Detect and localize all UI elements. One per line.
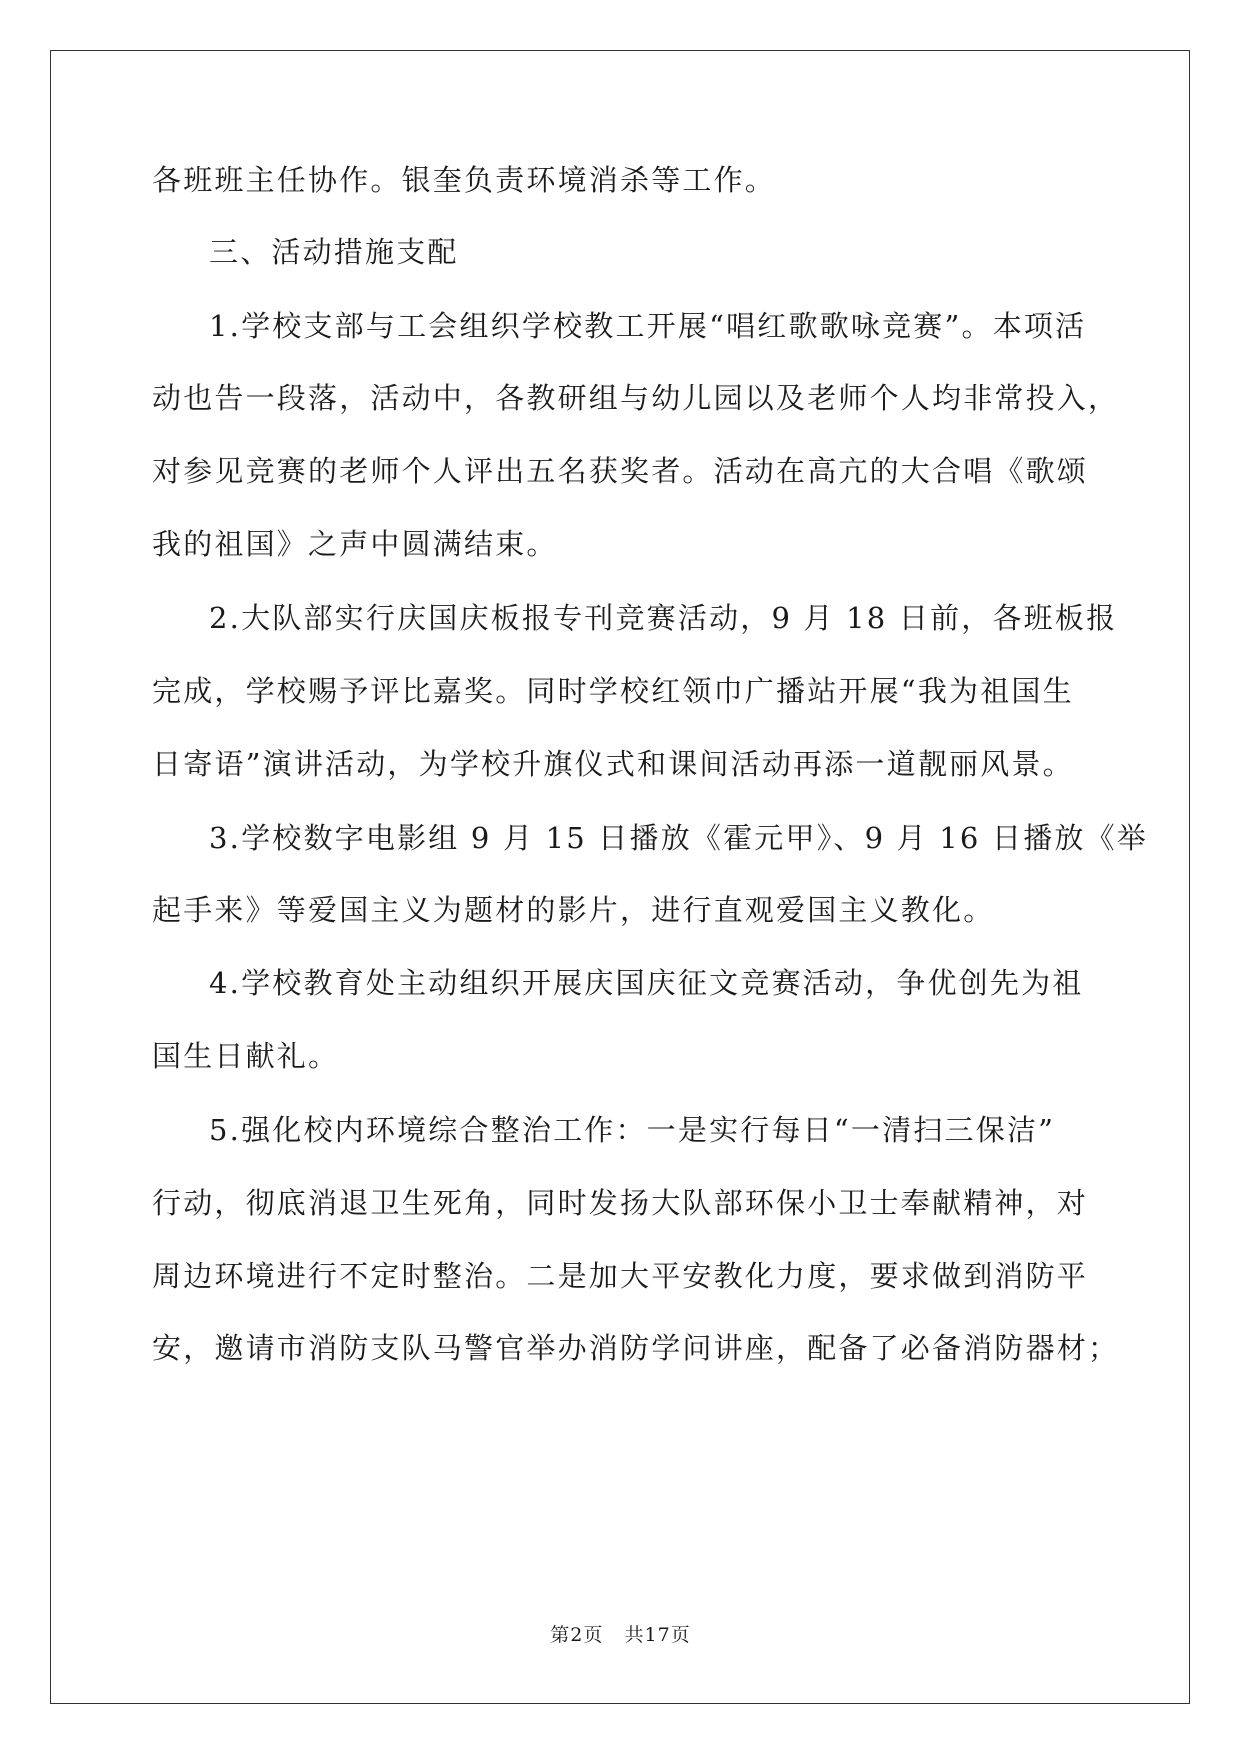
page-total: 共17页 <box>624 1624 691 1646</box>
paragraph-3-line: 起手来》等爱国主义为题材的影片，进行直观爱国主义教化。 <box>152 893 995 927</box>
text-line: 各班班主任协作。银奎负责环境消杀等工作。 <box>152 163 777 197</box>
paragraph-4-line: 4.学校教育处主动组织开展庆国庆征文竞赛活动，争优创先为祖 <box>209 966 1084 1000</box>
page-footer <box>0 1620 1241 1647</box>
paragraph-1-line: 动也告一段落，活动中，各教研组与幼儿园以及老师个人均非常投入， <box>152 381 1120 415</box>
section-heading: 三、活动措施支配 <box>209 235 459 269</box>
page-border <box>50 50 1190 1704</box>
paragraph-5-line: 行动，彻底消退卫生死角，同时发扬大队部环保小卫士奉献精神，对 <box>152 1186 1089 1220</box>
paragraph-5-line: 5.强化校内环境综合整治工作：一是实行每日“一清扫三保洁” <box>209 1113 1056 1147</box>
paragraph-2-line: 日寄语”演讲活动，为学校升旗仪式和课间活动再添一道靓丽风景。 <box>152 747 1074 781</box>
paragraph-2-line: 2.大队部实行庆国庆板报专刊竞赛活动，9 月 18 日前，各班板报 <box>209 601 1118 635</box>
paragraph-1-line: 对参见竞赛的老师个人评出五名获奖者。活动在高亢的大合唱《歌颂 <box>152 454 1089 488</box>
paragraph-3-line: 3.学校数字电影组 9 月 15 日播放《霍元甲》、9 月 16 日播放《举 <box>209 821 1149 855</box>
paragraph-2-line: 完成，学校赐予评比嘉奖。同时学校红领巾广播站开展“我为祖国生 <box>152 674 1074 708</box>
paragraph-1-line: 1.学校支部与工会组织学校教工开展“唱红歌歌咏竞赛”。本项活 <box>209 309 1087 343</box>
paragraph-1-line: 我的祖国》之声中圆满结束。 <box>152 527 558 561</box>
paragraph-4-line: 国生日献礼。 <box>152 1039 340 1073</box>
paragraph-5-line: 周边环境进行不定时整治。二是加大平安教化力度，要求做到消防平 <box>152 1259 1089 1293</box>
page-number: 第2页 <box>550 1624 604 1646</box>
paragraph-5-line: 安，邀请市消防支队马警官举办消防学问讲座，配备了必备消防器材； <box>152 1331 1120 1365</box>
